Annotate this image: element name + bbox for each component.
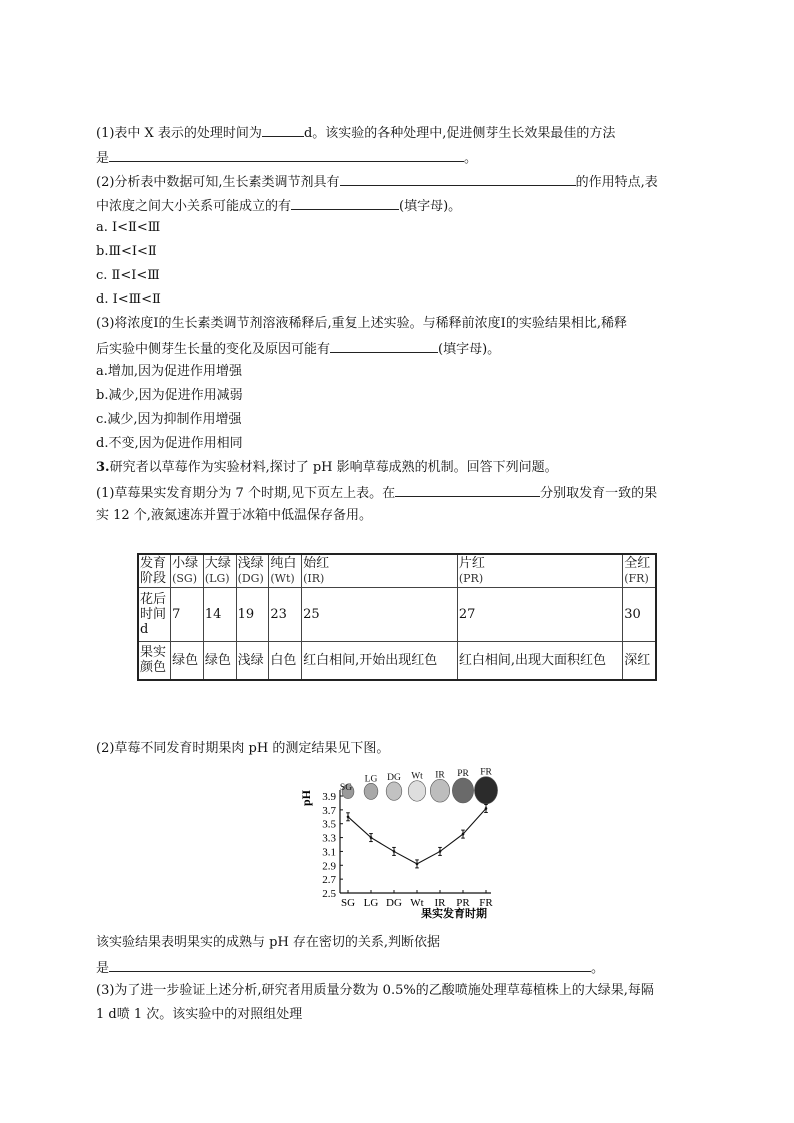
strawberry-icon — [386, 782, 402, 800]
q2-part1-text: 是 — [96, 151, 110, 166]
fruit-stage-label: SG — [339, 783, 353, 793]
x-tick-label: DG — [386, 897, 402, 909]
answer-blank[interactable] — [395, 483, 540, 497]
stage-name: 浅绿 — [237, 556, 264, 571]
q2-part2-text: (填字母)。 — [399, 199, 462, 214]
q3-part3-line1: (3)为了进一步验证上述分析,研究者用质量分数为 0.5%的乙酸喷施处理草莓植株上的大绿果,每隔 — [96, 983, 654, 998]
q2-part2-text: 中浓度之间大小关系可能成立的有 — [96, 199, 292, 214]
stage-name: 大绿 — [204, 556, 231, 571]
ph-line-chart — [296, 764, 506, 922]
option-a: a. Ⅰ<Ⅱ<Ⅲ — [96, 220, 161, 235]
y-tick-label: 2.7 — [322, 874, 336, 887]
q2-part2-text: (2)分析表中数据可知,生长素类调节剂具有 — [96, 175, 340, 190]
answer-blank[interactable] — [340, 172, 576, 186]
x-tick-label: FR — [479, 897, 493, 909]
q2-part3-text: 后实验中侧芽生长量的变化及原因可能有 — [96, 342, 331, 357]
q2-part2-line2 — [96, 196, 461, 216]
answer-blank[interactable] — [109, 958, 591, 972]
stage-name: 纯白 — [270, 556, 297, 571]
y-axis-label: pH — [299, 789, 313, 807]
table-cell: 绿色 — [203, 642, 236, 680]
table-row — [138, 642, 656, 680]
data-point — [485, 807, 488, 810]
q3-conclusion-text: 。 — [591, 961, 605, 976]
table-cell — [302, 554, 458, 588]
table-cell — [171, 554, 204, 588]
table-row — [138, 588, 656, 642]
data-point — [370, 836, 373, 839]
table-cell: 19 — [236, 588, 269, 642]
stage-name: 片红 — [458, 556, 485, 571]
stage-code: (PR) — [458, 572, 484, 585]
y-tick-label: 3.1 — [322, 846, 336, 859]
stage-name: 小绿 — [172, 556, 199, 571]
series-line — [348, 808, 486, 863]
table-cell — [203, 554, 236, 588]
q3-part1-text: (1)草莓果实发育期分为 7 个时期,见下页左上表。在 — [96, 486, 396, 501]
q3-conclusion-line1: 该实验结果表明果实的成熟与 pH 存在密切的关系,判断依据 — [96, 935, 441, 950]
fruit-stage-label: LG — [364, 774, 378, 785]
q3-conclusion-text: 是 — [96, 961, 110, 976]
stage-code: (DG) — [237, 572, 264, 585]
fruit-stage-label: FR — [480, 767, 492, 778]
stage-code: (FR) — [624, 572, 649, 585]
q2-part3-text: (填字母)。 — [438, 342, 501, 357]
x-tick-label: IR — [434, 897, 446, 909]
data-point — [393, 850, 396, 853]
fruit-stage-label: IR — [435, 770, 445, 781]
option-b: b.Ⅲ<Ⅰ<Ⅱ — [96, 244, 157, 259]
q3-conclusion-line2 — [96, 958, 604, 978]
y-tick-label: 2.9 — [322, 860, 336, 873]
q3-part3-line2: 1 d喷 1 次。该实验中的对照组处理 — [96, 1007, 303, 1022]
strawberry-icon — [452, 778, 473, 803]
table-cell: 30 — [623, 588, 656, 642]
strawberry-icon — [364, 783, 378, 799]
x-tick-label: SG — [340, 897, 356, 909]
q3-intro-text: 研究者以草莓作为实验材料,探讨了 pH 影响草莓成熟的机制。回答下列问题。 — [109, 460, 558, 475]
q2-part1-text: (1)表中 X 表示的处理时间为 — [96, 126, 262, 141]
q2-part2-text: 的作用特点,表 — [575, 175, 658, 190]
y-tick-label: 3.5 — [322, 818, 336, 831]
answer-blank[interactable] — [291, 196, 399, 210]
data-point — [462, 833, 465, 836]
table-cell: 红白相间,开始出现红色 — [302, 642, 458, 680]
strawberry-icon — [474, 777, 497, 804]
q2-part2-line1 — [96, 172, 658, 192]
data-point — [347, 815, 350, 818]
stage-code: (IR) — [303, 572, 325, 585]
fruit-stage-label: Wt — [411, 771, 423, 782]
table-cell — [623, 554, 656, 588]
answer-blank[interactable] — [262, 123, 304, 137]
x-tick-label: PR — [456, 897, 470, 909]
table-cell — [269, 554, 302, 588]
table-cell: 白色 — [269, 642, 302, 680]
answer-blank[interactable] — [109, 148, 464, 162]
q3-part1-text: 分别取发育一致的果 — [540, 486, 658, 501]
stage-name: 始红 — [303, 556, 330, 571]
table-cell — [236, 554, 269, 588]
table-row-header: 发育阶段 — [138, 554, 171, 588]
table-cell: 25 — [302, 588, 458, 642]
data-point — [416, 863, 419, 866]
q3-part1-line1 — [96, 483, 657, 503]
q2-part1-line2 — [96, 148, 477, 168]
answer-blank[interactable] — [330, 339, 438, 353]
table-cell: 23 — [269, 588, 302, 642]
q2-part1-text: d。该实验的各种处理中,促进侧芽生长效果最佳的方法 — [303, 126, 616, 141]
table-cell: 浅绿 — [236, 642, 269, 680]
fruit-stage-label: PR — [457, 769, 469, 779]
x-axis-label: 果实发育时期 — [421, 908, 487, 920]
data-point — [439, 850, 442, 853]
q3-part1-line2: 实 12 个,液氮速冻并置于冰箱中低温保存备用。 — [96, 508, 372, 523]
option-d: d.不变,因为促进作用相同 — [96, 436, 243, 451]
table-cell: 7 — [171, 588, 204, 642]
option-b: b.减少,因为促进作用减弱 — [96, 388, 243, 403]
q2-part3-line2 — [96, 339, 500, 359]
y-tick-label: 2.5 — [322, 888, 336, 900]
option-c: c. Ⅱ<Ⅰ<Ⅲ — [96, 268, 160, 283]
stage-code: (Wt) — [270, 572, 295, 585]
q2-part1-line1 — [96, 123, 615, 143]
strawberry-icon — [430, 779, 449, 802]
table-cell: 14 — [203, 588, 236, 642]
q2-part3-line1: (3)将浓度Ⅰ的生长素类调节剂溶液稀释后,重复上述实验。与稀释前浓度Ⅰ的实验结果相比,稀释 — [96, 316, 627, 331]
option-a: a.增加,因为促进作用增强 — [96, 364, 243, 379]
option-c: c.减少,因为抑制作用增强 — [96, 412, 242, 427]
fruit-stage-label: DG — [387, 772, 401, 783]
stage-code: (LG) — [204, 572, 230, 585]
strawberry-icon — [408, 781, 426, 802]
q2-part1-text: 。 — [464, 151, 478, 166]
stage-name: 全红 — [624, 556, 651, 571]
x-tick-label: LG — [363, 897, 379, 909]
y-tick-label: 3.7 — [322, 804, 336, 817]
stage-code: (SG) — [172, 572, 198, 585]
development-stage-table — [137, 553, 657, 681]
table-cell — [457, 554, 622, 588]
y-tick-label: 3.3 — [322, 832, 336, 845]
table-row-header: 花后时间 d — [138, 588, 171, 642]
table-cell: 27 — [457, 588, 622, 642]
table-cell: 深红 — [623, 642, 656, 680]
option-d: d. Ⅰ<Ⅲ<Ⅱ — [96, 292, 161, 307]
q3-intro — [96, 459, 558, 477]
y-tick-label: 3.9 — [322, 791, 336, 803]
table-cell: 绿色 — [171, 642, 204, 680]
table-row-header: 果实颜色 — [138, 642, 171, 680]
table-row — [138, 554, 656, 588]
q3-part2-text: (2)草莓不同发育时期果肉 pH 的测定结果见下图。 — [96, 741, 390, 756]
question-number: 3. — [96, 460, 110, 475]
table-cell: 红白相间,出现大面积红色 — [457, 642, 622, 680]
x-tick-label: Wt — [410, 897, 424, 909]
